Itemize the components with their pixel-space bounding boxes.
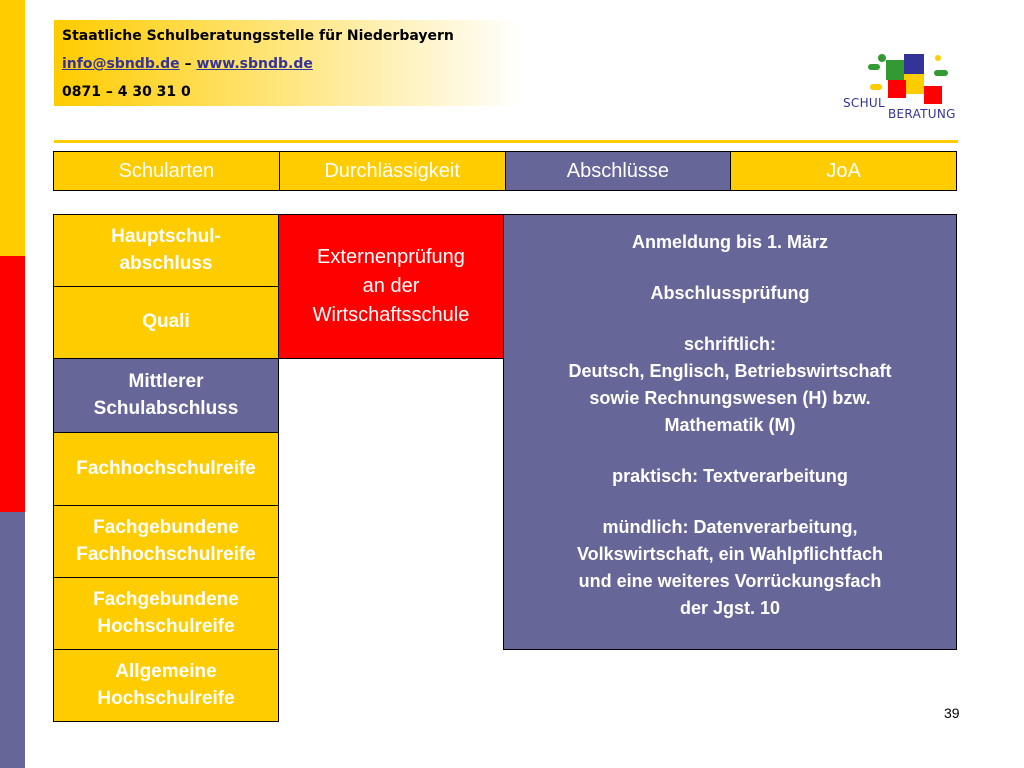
oral-exam-3: und eine weiteres Vorrückungsfach: [578, 571, 882, 591]
oral-exam-2: Volkswirtschaft, ein Wahlpflichtfach: [576, 544, 884, 564]
oral-exam-4: der Jgst. 10: [679, 598, 781, 618]
degree-label: Schulabschluss: [93, 397, 239, 419]
exam-title: Abschlussprüfung: [650, 283, 810, 303]
degree-label: abschluss: [119, 252, 213, 274]
sidebar-yellow-segment: [0, 0, 25, 256]
degree-label: Fachgebundene: [93, 588, 239, 610]
degree-allgemeine-hochschulreife[interactable]: [53, 649, 279, 722]
header-divider: [54, 140, 958, 143]
logo-text-schul: SCHUL: [843, 96, 885, 110]
degree-fachgebundene-fachhochschulreife[interactable]: [53, 505, 279, 578]
phone-number: 0871 – 4 30 31 0: [62, 84, 191, 100]
degree-quali[interactable]: [53, 286, 279, 359]
degree-label: Fachgebundene: [93, 516, 239, 538]
exam-label: Externenprüfung: [317, 246, 465, 268]
exam-label: an der: [362, 275, 420, 297]
written-label: schriftlich:: [683, 334, 776, 354]
nav-tabs: [53, 151, 957, 191]
degree-hauptschulabschluss[interactable]: [53, 214, 279, 287]
email-link[interactable]: info@sbndb.de: [62, 56, 180, 72]
tab-abschluesse[interactable]: Abschlüsse: [506, 152, 732, 190]
tab-durchlaessigkeit[interactable]: Durchlässigkeit: [280, 152, 506, 190]
degree-label: Fachhochschulreife: [76, 457, 256, 479]
contact-separator: –: [184, 56, 192, 72]
sidebar-stripe: [0, 0, 25, 768]
degree-label: Allgemeine: [115, 660, 217, 682]
contact-line: [62, 56, 313, 72]
website-link[interactable]: www.sbndb.de: [196, 56, 313, 72]
degree-mittlerer-schulabschluss[interactable]: [53, 358, 279, 433]
tab-schularten[interactable]: Schularten: [54, 152, 280, 190]
sidebar-purple-segment: [0, 512, 25, 768]
exam-label: Wirtschaftsschule: [312, 304, 470, 326]
degree-label: Fachhochschulreife: [76, 543, 256, 565]
page-number: 39: [944, 705, 960, 721]
written-subjects-3: Mathematik (M): [664, 415, 796, 435]
tab-joa[interactable]: JoA: [731, 152, 956, 190]
degree-label: Hauptschul-: [111, 225, 221, 247]
degree-fachgebundene-hochschulreife[interactable]: [53, 577, 279, 650]
degree-label: Hochschulreife: [97, 615, 235, 637]
practical-exam: praktisch: Textverarbeitung: [612, 466, 848, 486]
sidebar-red-segment: [0, 256, 25, 512]
logo-text-beratung: BERATUNG: [888, 107, 956, 121]
exam-info-box: [503, 214, 957, 650]
degree-label: Quali: [142, 311, 190, 333]
externenpruefung-box[interactable]: [278, 214, 504, 359]
org-name: Staatliche Schulberatungsstelle für Niederbayern: [62, 28, 454, 44]
written-subjects-2: sowie Rechnungswesen (H) bzw.: [589, 388, 871, 408]
oral-exam-1: mündlich: Datenverarbeitung,: [602, 517, 858, 537]
degree-label: Hochschulreife: [97, 687, 235, 709]
degree-fachhochschulreife[interactable]: [53, 432, 279, 506]
degree-label: Mittlerer: [128, 370, 204, 392]
written-subjects-1: Deutsch, Englisch, Betriebswirtschaft: [568, 361, 892, 381]
registration-deadline: Anmeldung bis 1. März: [631, 232, 829, 252]
